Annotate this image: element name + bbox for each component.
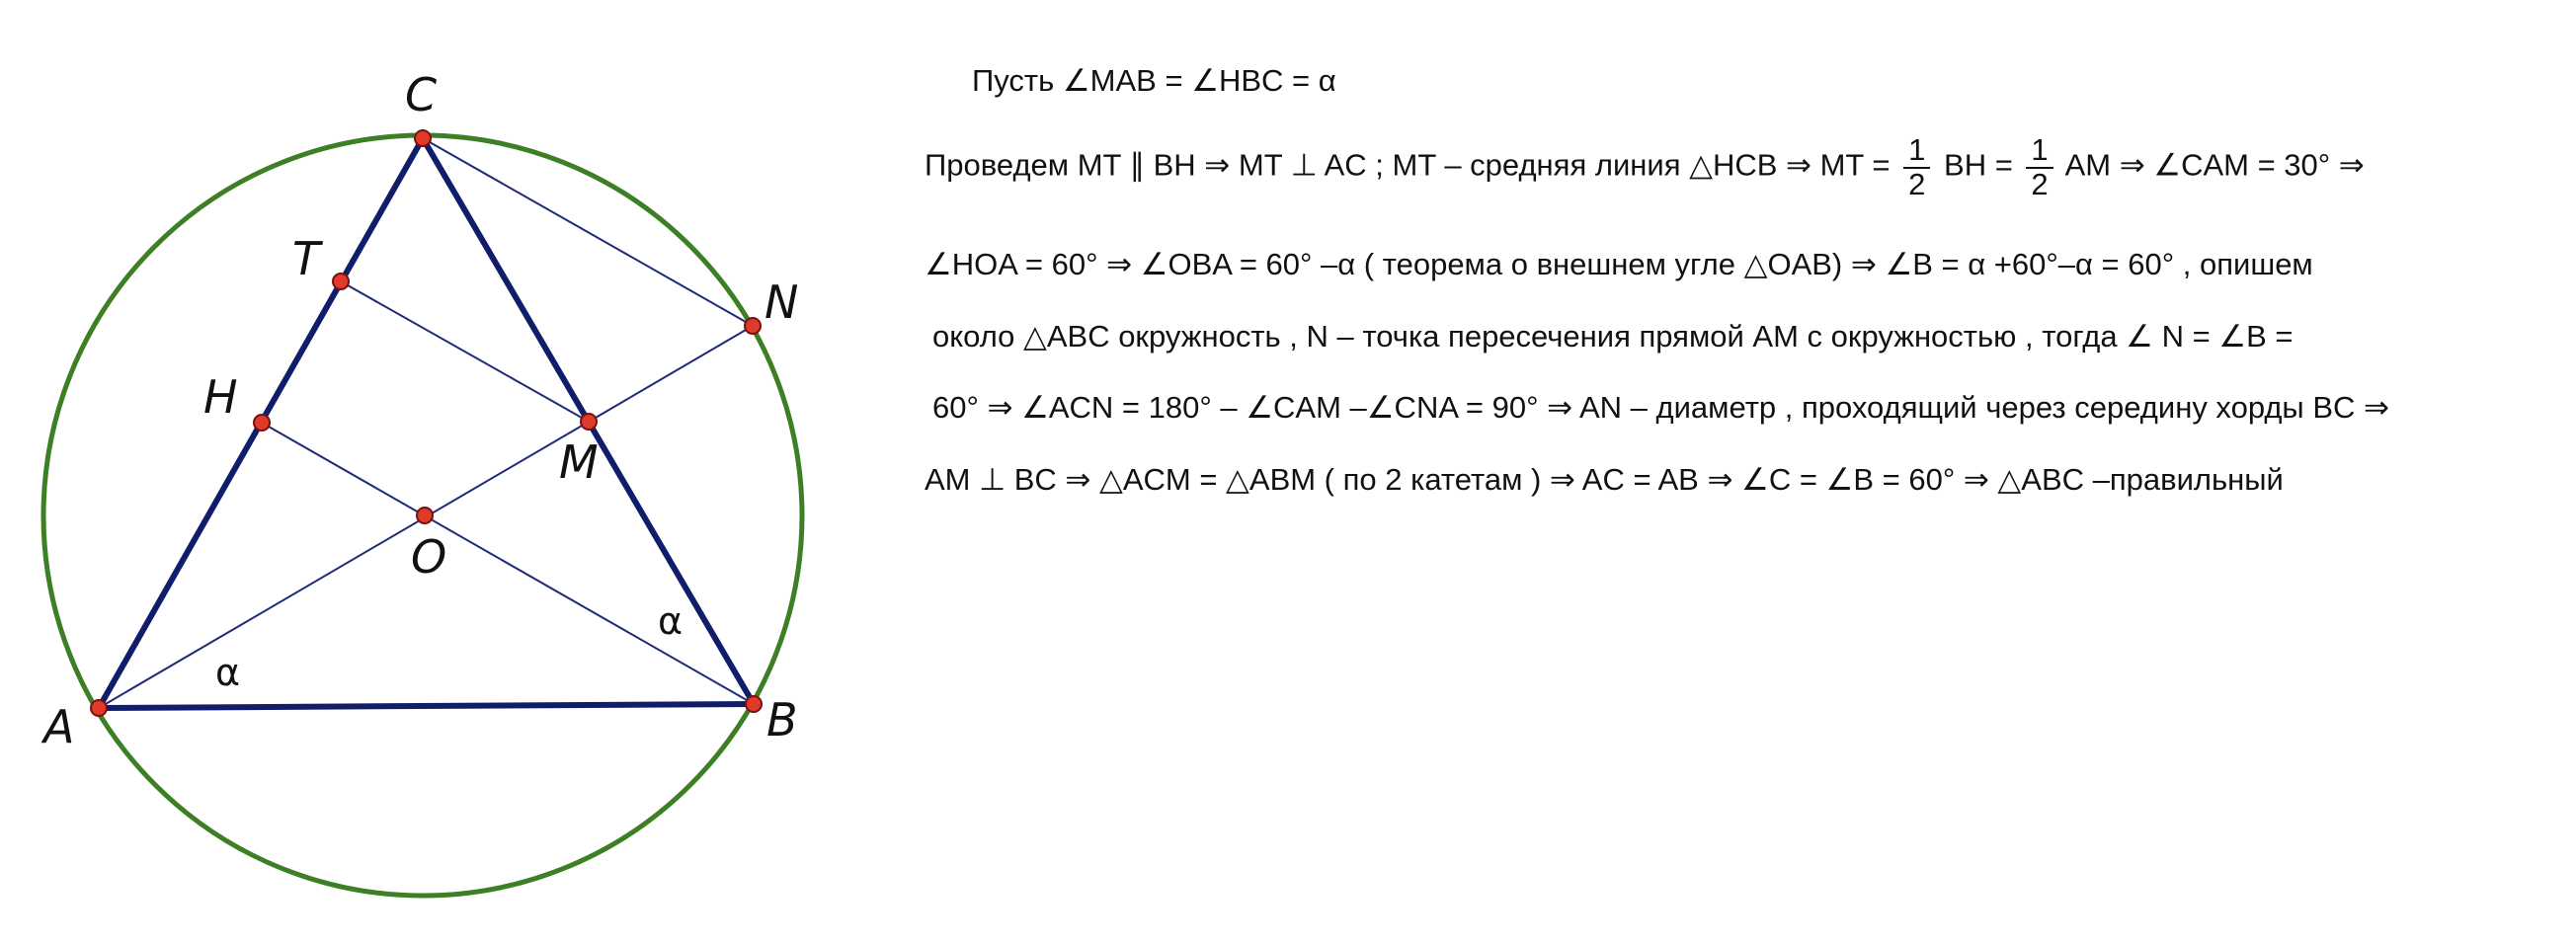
segment-CN [423,138,753,326]
point-O [417,508,433,523]
label-H: H [203,370,238,424]
fraction-2-numerator: 1 [2026,134,2053,169]
angle-alpha-A: α [215,651,241,694]
line-2-part-a: Проведем MT ∥ BH ⇒ MT ⊥ AC ; MT – средняя линия △HCB ⇒ MT = [925,147,1891,183]
point-H [254,415,270,431]
label-O: O [411,530,447,584]
solution-line-3: ∠HOA = 60° ⇒ ∠OBA = 60° –α ( теорема о внешнем угле △OAB) ⇒ ∠B = α +60°–α = 60° , опишем [925,247,2313,281]
label-C: C [405,68,438,121]
solution-line-1: Пусть ∠MAB = ∠HBC = α [972,63,1336,98]
solution-line-4: около △ABC окружность , N – точка пересечения прямой AM с окружностью , тогда ∠ N = ∠B = [932,319,2294,354]
auxiliary-lines [99,138,754,708]
solution-line-6: AM ⊥ BC ⇒ △ACM = △ABM ( по 2 катетам ) ⇒ AC = AB ⇒ ∠C = ∠B = 60° ⇒ △ABC –правильный [925,462,2284,497]
fraction-1-denominator: 2 [1908,166,1926,201]
solution-line-5: 60° ⇒ ∠ACN = 180° – ∠CAM –∠CNA = 90° ⇒ AN – диаметр , проходящий через середину хорды BC ⇒ [932,390,2389,425]
fraction-1-numerator: 1 [1903,134,1930,169]
label-T: T [292,232,321,285]
line-2-part-c: AM ⇒ ∠CAM = 30° ⇒ [2064,147,2365,183]
point-A [91,700,107,716]
point-M [581,414,597,430]
geometry-figure [0,0,889,943]
point-B [746,696,762,712]
fraction-one-half-2 [2026,134,2053,200]
point-T [333,274,349,289]
segment-HB [262,423,754,704]
segment-TM [341,281,589,422]
label-M: M [559,435,599,489]
point-C [415,130,431,146]
side-AB [99,704,754,708]
geometry-drawing [0,0,889,943]
fraction-2-denominator: 2 [2031,166,2049,201]
label-B: B [766,693,798,747]
triangle-ABC [99,138,754,708]
label-A: A [43,700,75,753]
fraction-one-half-1 [1903,134,1930,200]
angle-alpha-B: α [658,599,684,643]
label-N: N [765,275,799,329]
solution-line-2 [925,134,2365,200]
line-2-part-b: BH = [1944,147,2013,183]
point-N [745,318,761,334]
